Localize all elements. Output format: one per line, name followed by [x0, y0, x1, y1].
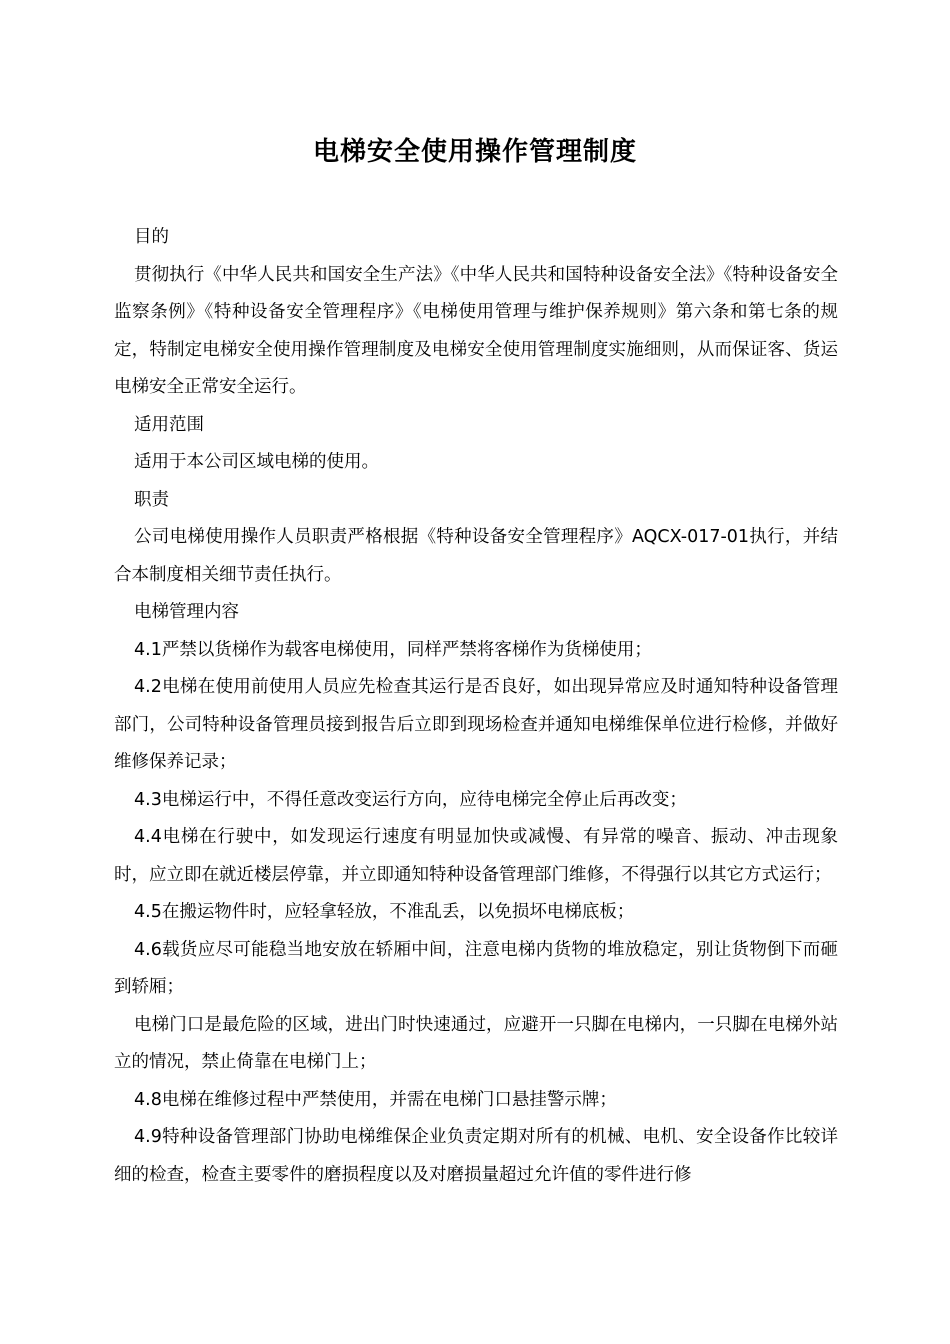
rule-door-safety: 电梯门口是最危险的区域，进出门时快速通过，应避开一只脚在电梯内，一只脚在电梯外站立的情况，禁止倚靠在电梯门上；	[114, 1014, 838, 1072]
rule-4-6: 4.6载货应尽可能稳当地安放在轿厢中间，注意电梯内货物的堆放稳定，别让货物倒下而砸到轿厢；	[114, 939, 838, 997]
section-heading-purpose: 目的	[134, 227, 169, 247]
rule-4-8: 4.8电梯在维修过程中严禁使用，并需在电梯门口悬挂警示牌；	[134, 1089, 617, 1110]
rule-4-5: 4.5在搬运物件时，应轻拿轻放，不准乱丢，以免损坏电梯底板；	[134, 902, 635, 922]
section-heading-responsibility: 职责	[134, 489, 169, 510]
purpose-paragraph: 贯彻执行《中华人民共和国安全生产法》《中华人民共和国特种设备安全法》《特种设备安全监察条例》《特种设备安全管理程序》《电梯使用管理与维护保养规则》第六条和第七条的规定，特制定电梯安全使用操作管理制度及电梯安全使用管理制度实施细则，从而保证客、货运电梯安全正常安全运行。	[114, 264, 838, 397]
rule-4-4: 4.4电梯在行驶中，如发现运行速度有明显加快或减慢、有异常的噪音、振动、冲击现象时，应立即在就近楼层停靠，并立即通知特种设备管理部门维修，不得强行以其它方式运行；	[114, 827, 838, 885]
rule-4-3: 4.3电梯运行中，不得任意改变运行方向，应待电梯完全停止后再改变；	[134, 789, 687, 810]
responsibility-paragraph: 公司电梯使用操作人员职责严格根据《特种设备安全管理程序》AQCX-017-01执行，并结合本制度相关细节责任执行。	[114, 527, 838, 585]
rule-4-1: 4.1严禁以货梯作为载客电梯使用，同样严禁将客梯作为货梯使用；	[134, 639, 652, 660]
document-title: 电梯安全使用操作管理制度	[312, 137, 637, 167]
section-heading-management: 电梯管理内容	[134, 602, 239, 622]
rule-4-2: 4.2电梯在使用前使用人员应先检查其运行是否良好，如出现异常应及时通知特种设备管理部门，公司特种设备管理员接到报告后立即到现场检查并通知电梯维保单位进行检修，并做好维修保养记录；	[114, 677, 838, 772]
rule-4-9: 4.9特种设备管理部门协助电梯维保企业负责定期对所有的机械、电机、安全设备作比较详细的检查，检查主要零件的磨损程度以及对磨损量超过允许值的零件进行修	[114, 1127, 838, 1185]
section-heading-scope: 适用范围	[134, 414, 204, 435]
scope-paragraph: 适用于本公司区域电梯的使用。	[134, 452, 379, 472]
document-body	[114, 219, 838, 1194]
